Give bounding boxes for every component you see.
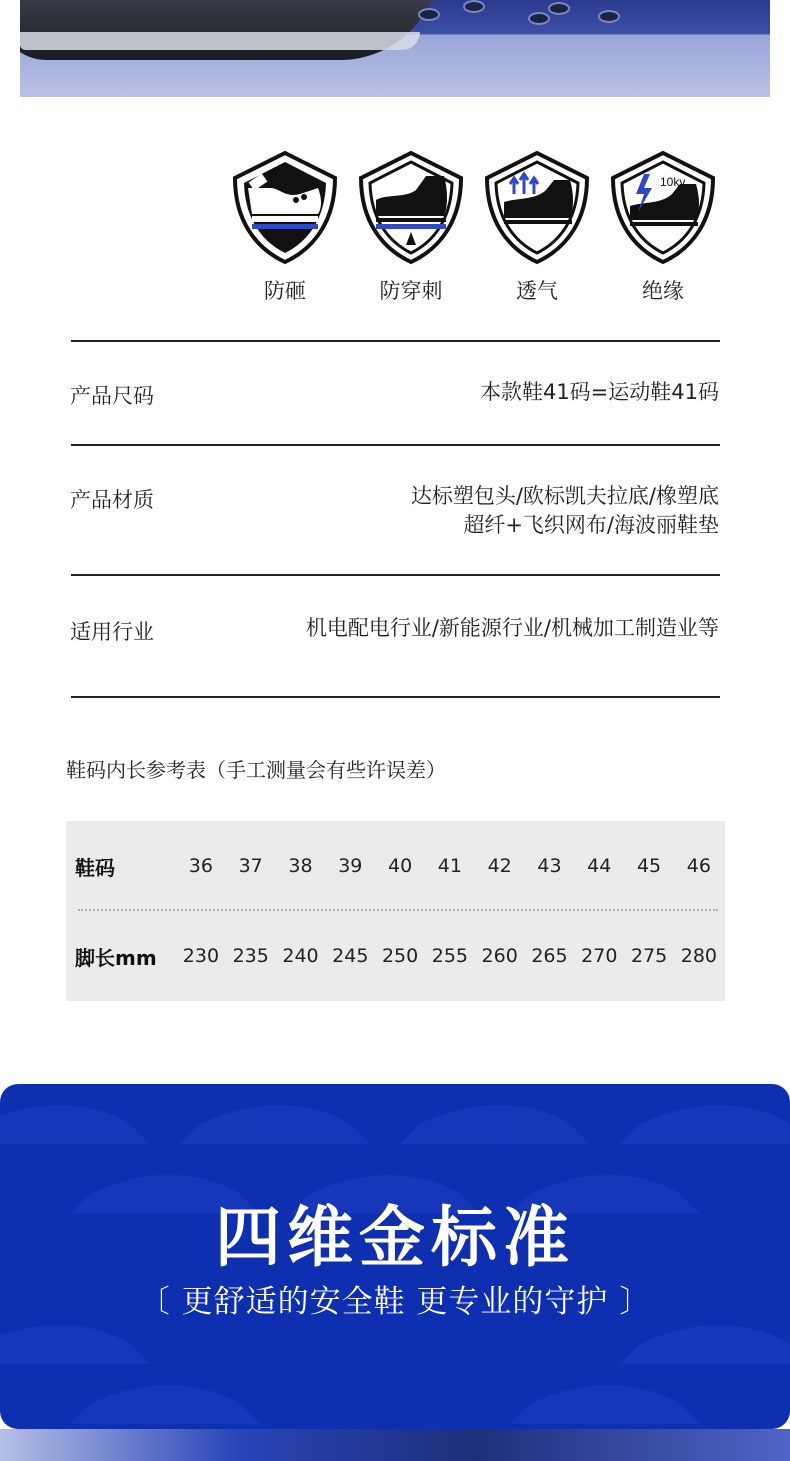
breathable-shoe-icon — [482, 150, 592, 265]
size-cell: 45 — [636, 855, 662, 877]
size-cell: 42 — [487, 855, 512, 877]
size-table-caption: 鞋码内长参考表（手工测量会有些许误差） — [66, 758, 446, 782]
shoe-sole-highlight — [20, 32, 420, 50]
feature-label: 防砸 — [264, 279, 306, 303]
feature-icons — [230, 150, 730, 310]
dotted-divider — [78, 909, 718, 911]
size-cell: 41 — [437, 855, 462, 877]
anti-puncture-shoe-icon — [356, 150, 466, 265]
spec-size-value: 本款鞋41码=运动鞋41码 — [479, 380, 719, 404]
sole-stud — [420, 10, 438, 19]
length-cell: 230 — [182, 945, 220, 967]
voltage-badge: 10kv — [660, 175, 686, 189]
sole-stud — [530, 14, 548, 23]
insulation-shoe-icon — [608, 150, 718, 265]
feature-anti-smash — [230, 150, 340, 305]
size-row-header: 鞋码 — [75, 855, 115, 880]
shoe-sole-image — [20, 0, 440, 60]
length-cell: 275 — [630, 945, 668, 967]
spec-material-line: 达标塑包头/欧标凯夫拉底/橡塑底 — [410, 484, 719, 508]
spec-material-value — [411, 482, 719, 540]
standard-banner — [0, 1084, 790, 1429]
length-cell: 270 — [581, 945, 618, 967]
banner-subtitle: 〔 更舒适的安全鞋 更专业的守护 〕 — [138, 1284, 652, 1320]
length-cell: 280 — [680, 945, 717, 967]
divider — [71, 696, 720, 698]
sole-stud — [550, 4, 568, 13]
divider — [71, 574, 720, 576]
size-cell: 43 — [537, 855, 562, 877]
size-cell: 44 — [587, 855, 612, 877]
bottom-photo-strip — [0, 1429, 790, 1461]
size-cell: 46 — [686, 855, 711, 877]
length-cell: 265 — [531, 945, 568, 967]
size-cell: 38 — [288, 855, 313, 877]
size-cell: 36 — [188, 855, 213, 877]
feature-anti-puncture — [356, 150, 466, 305]
divider — [71, 340, 720, 342]
feature-label: 防穿刺 — [379, 279, 443, 303]
product-photo-strip — [20, 0, 770, 97]
feature-breathable — [482, 150, 592, 305]
sole-stud — [600, 12, 618, 21]
spec-industry-label: 适用行业 — [70, 620, 154, 644]
feature-label: 绝缘 — [642, 279, 684, 303]
length-cell: 245 — [332, 945, 369, 967]
spec-industry-value: 机电配电行业/新能源行业/机械加工制造业等 — [305, 616, 719, 640]
spec-material-label: 产品材质 — [70, 488, 154, 512]
spec-size-label: 产品尺码 — [70, 384, 154, 408]
banner-title: 四维金标准 — [215, 1199, 575, 1276]
length-row — [66, 936, 725, 976]
size-table — [66, 821, 725, 1001]
feature-insulation — [608, 150, 718, 305]
size-cell: 39 — [338, 855, 363, 877]
length-cell: 240 — [282, 945, 319, 967]
feature-label: 透气 — [516, 279, 558, 303]
sole-stud — [465, 2, 483, 11]
divider — [71, 444, 720, 446]
size-row — [66, 846, 725, 886]
size-cell: 37 — [238, 855, 263, 877]
length-cell: 250 — [381, 945, 419, 967]
spec-material-line: 超纤+飞织网布/海波丽鞋垫 — [463, 513, 719, 537]
length-cell: 260 — [481, 945, 518, 967]
anti-smash-shoe-icon — [230, 150, 340, 265]
size-cell: 40 — [387, 855, 413, 877]
length-cell: 235 — [232, 945, 269, 967]
length-row-header: 脚长mm — [75, 945, 157, 970]
length-cell: 255 — [431, 945, 469, 967]
